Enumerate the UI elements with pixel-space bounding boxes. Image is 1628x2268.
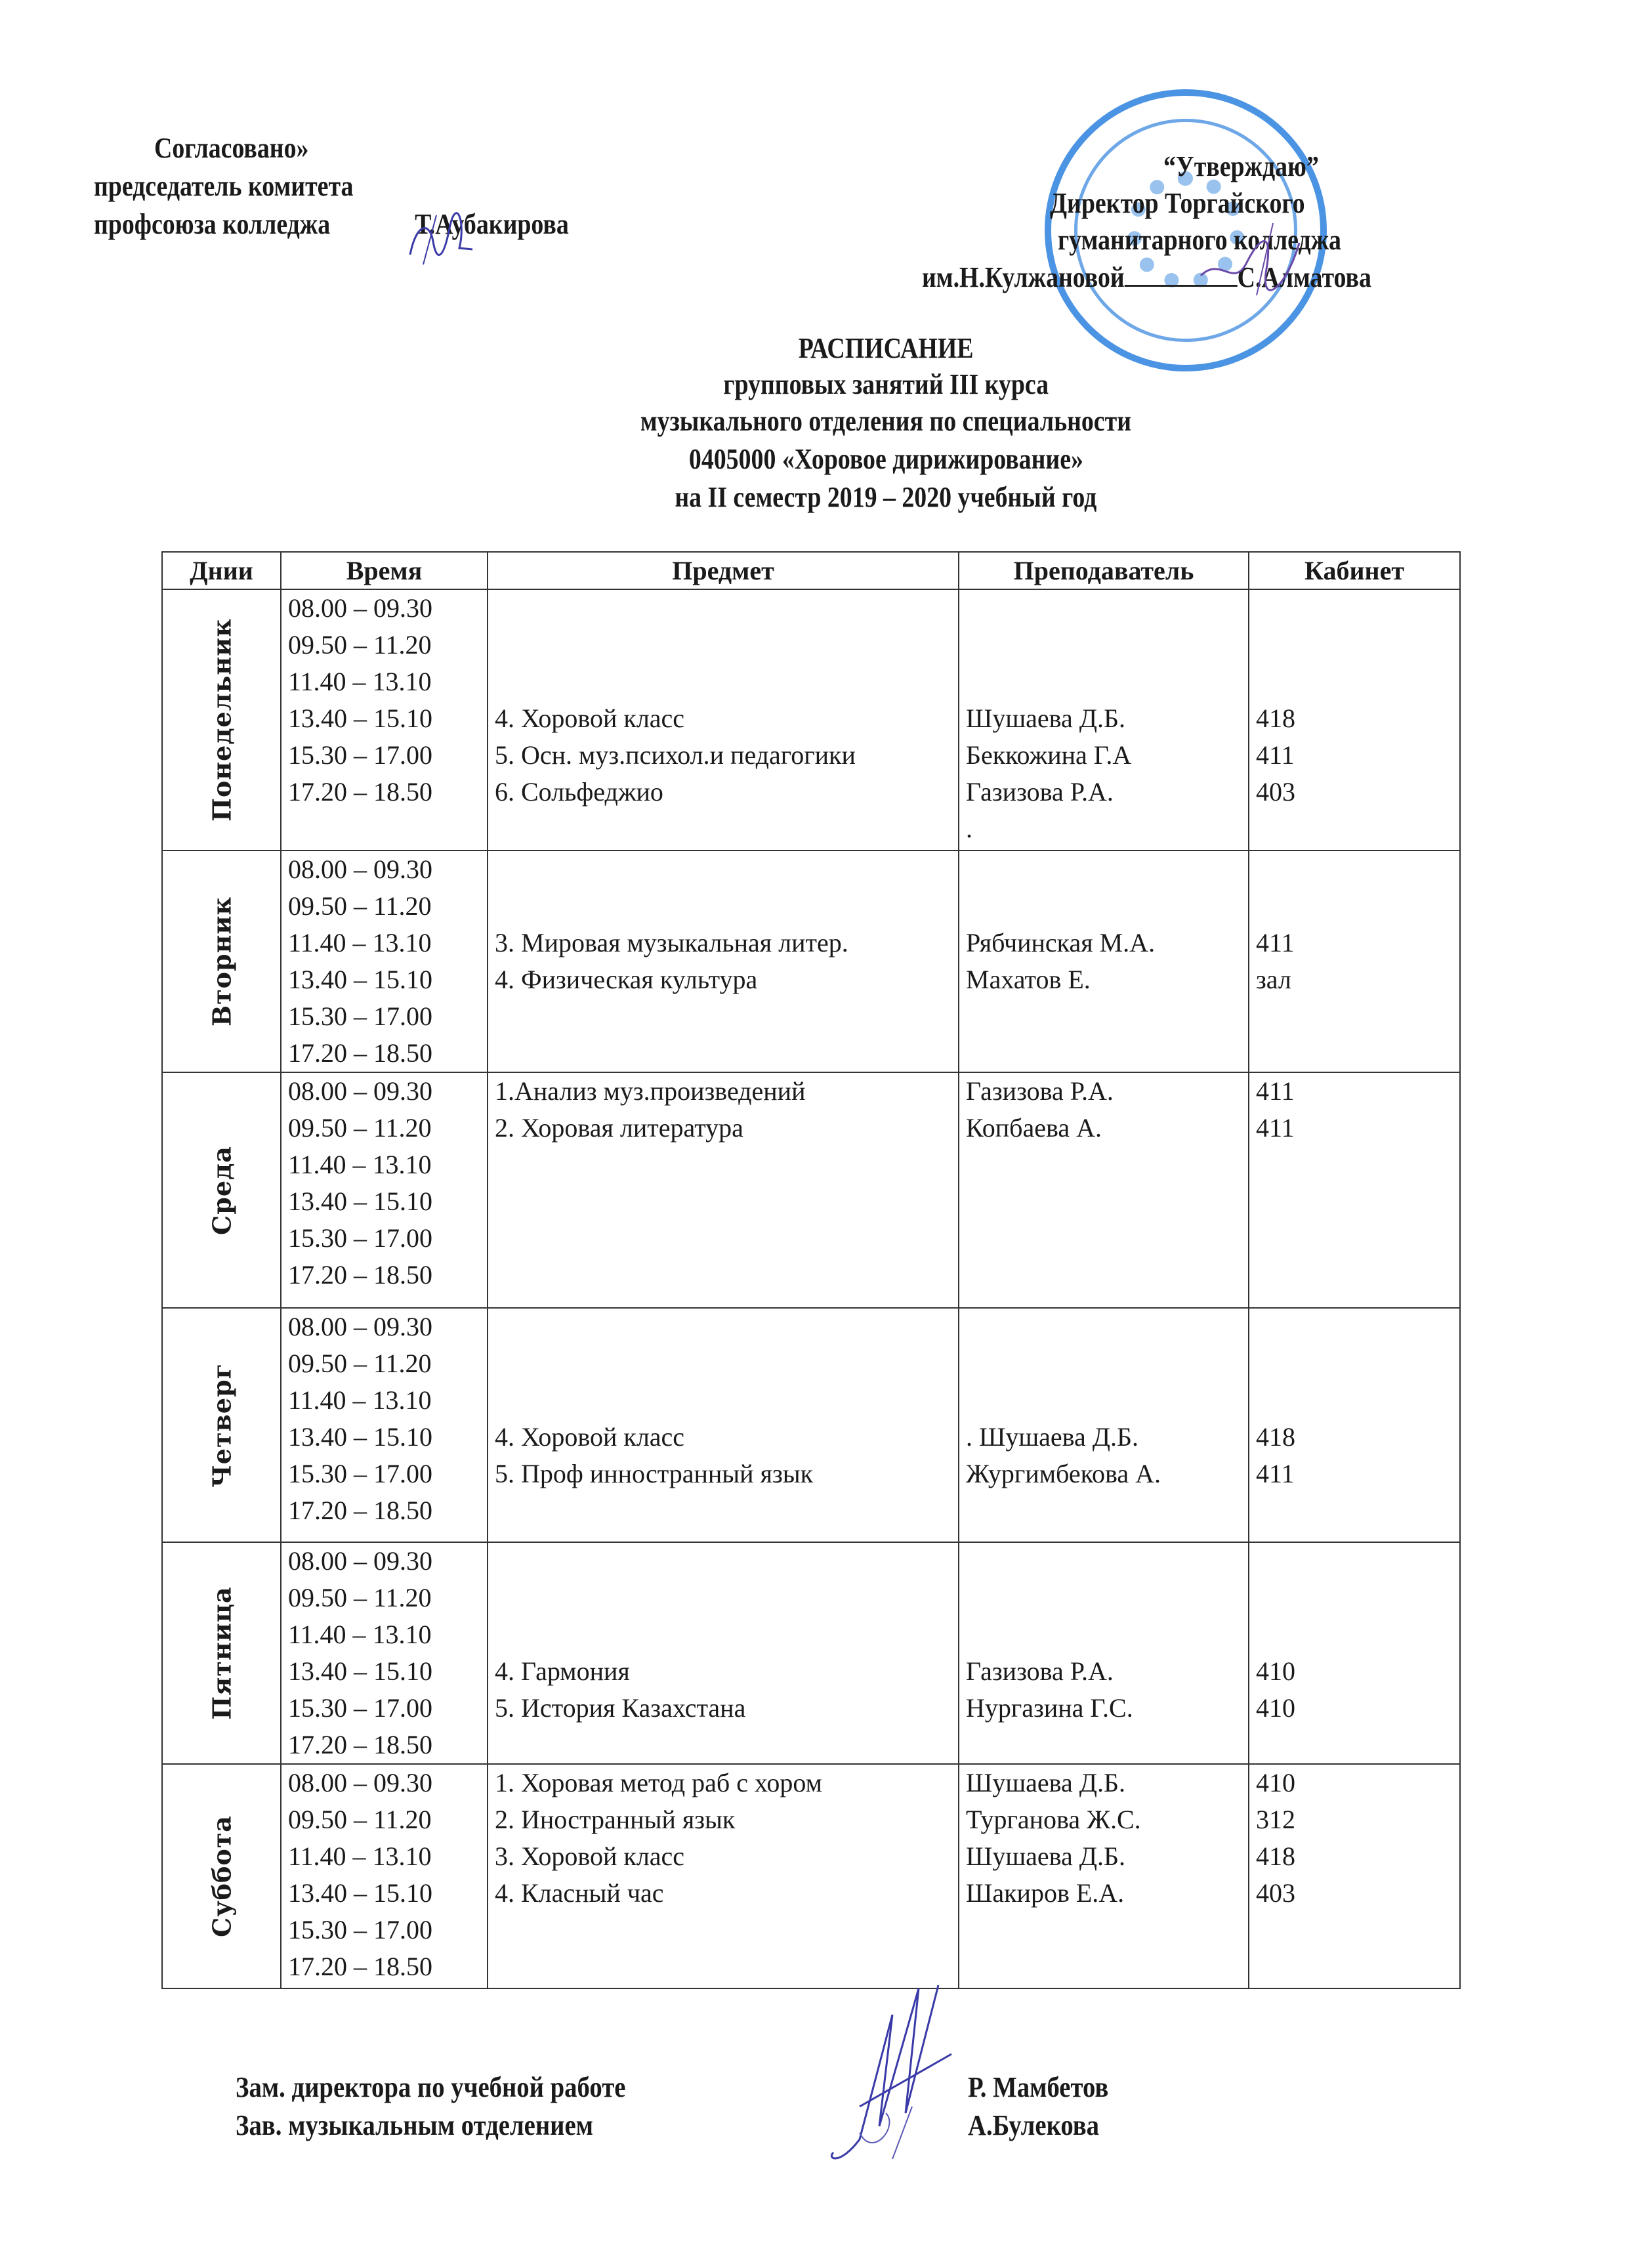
room-line: 312 [1256, 1805, 1295, 1834]
day-label: Среда [207, 1145, 236, 1235]
header-days: Днии [162, 552, 281, 589]
room-line: зал [1256, 965, 1291, 994]
subject-line: 4. Гармония [495, 1656, 630, 1686]
time-line: 17.20 – 18.50 [288, 1952, 432, 1981]
room-line: 410 [1256, 1656, 1295, 1686]
signature-mambetov-icon [820, 1975, 971, 2172]
time-line: 17.20 – 18.50 [288, 1260, 432, 1290]
subject-line: 1.Анализ муз.произведений [495, 1076, 806, 1106]
time-line: 09.50 – 11.20 [288, 1583, 432, 1612]
room-cell [1249, 850, 1460, 1072]
room-cell [1249, 1308, 1460, 1542]
day-label: Вторник [207, 896, 236, 1027]
table-row [162, 1764, 1460, 1988]
header-subject: Предмет [488, 552, 959, 589]
room-line [1256, 1309, 1459, 1345]
room-line [1256, 590, 1459, 627]
teacher-cell [959, 1308, 1249, 1542]
time-line: 11.40 – 13.10 [288, 1620, 432, 1649]
table-row [162, 1308, 1460, 1542]
day-cell [162, 1542, 281, 1764]
time-line: 13.40 – 15.10 [288, 704, 432, 733]
room-cell [1249, 1764, 1460, 1988]
time-line: 08.00 – 09.30 [288, 1546, 432, 1576]
room-line [1256, 1616, 1459, 1653]
subject-line [495, 1382, 958, 1419]
teacher-cell [959, 589, 1249, 850]
subject-line [495, 1580, 958, 1616]
room-line [1256, 663, 1459, 700]
room-cell [1249, 1542, 1460, 1764]
teacher-line: . [966, 814, 972, 843]
header-teacher: Преподаватель [959, 552, 1249, 589]
time-line: 13.40 – 15.10 [288, 1422, 432, 1452]
footer-name-deputy-director: Р. Мамбетов [968, 2071, 1109, 2103]
teacher-line [966, 590, 1248, 627]
room-line: 418 [1256, 1422, 1295, 1452]
title-line-1-text: РАСПИСАНИЕ [798, 332, 974, 364]
room-line: 403 [1256, 777, 1295, 807]
time-cell [281, 1542, 488, 1764]
teacher-line [966, 1345, 1248, 1382]
teacher-line [966, 1309, 1248, 1345]
time-line: 13.40 – 15.10 [288, 1656, 432, 1686]
time-line: 13.40 – 15.10 [288, 965, 432, 994]
teacher-line: Газизова Р.А. [966, 777, 1114, 807]
room-line: 410 [1256, 1768, 1295, 1797]
footer-name-head-music: А.Булекова [968, 2109, 1100, 2141]
subject-line [495, 1616, 958, 1653]
title-line-2-text: групповых занятий III курса [723, 368, 1049, 400]
table-header-row [162, 552, 1460, 589]
subject-line: 4. Хоровой класс [495, 704, 685, 733]
title-line-3 [0, 403, 1628, 440]
approval-agreed-label: Согласовано» [154, 132, 309, 164]
teacher-line: Рябчинская М.А. [966, 928, 1156, 957]
day-label: Пятница [207, 1586, 236, 1720]
time-cell [281, 1764, 488, 1988]
teacher-cell [959, 1764, 1249, 1988]
subject-cell [488, 1764, 959, 1988]
title-line-5-text: на II семестр 2019 – 2020 учебный год [675, 481, 1097, 513]
teacher-line: Шушаева Д.Б. [966, 1841, 1126, 1871]
subject-line [495, 1543, 958, 1580]
time-line: 15.30 – 17.00 [288, 1001, 432, 1031]
time-line: 13.40 – 15.10 [288, 1186, 432, 1216]
time-line: 09.50 – 11.20 [288, 891, 432, 921]
subject-line: 4. Хоровой класс [495, 1422, 685, 1452]
subject-line: 5. Проф инностранный язык [495, 1459, 814, 1488]
time-line: 11.40 – 13.10 [288, 1385, 432, 1415]
teacher-line: . Шушаева Д.Б. [966, 1422, 1139, 1452]
subject-line [495, 627, 958, 663]
approval-right-name: С.Алматова [1237, 261, 1371, 293]
header-time: Время [281, 552, 488, 589]
subject-line: 1. Хоровая метод раб с хором [495, 1768, 822, 1797]
room-line [1256, 1382, 1459, 1419]
time-line: 09.50 – 11.20 [288, 1349, 432, 1378]
time-line: 09.50 – 11.20 [288, 630, 432, 660]
day-cell [162, 1072, 281, 1308]
day-cell [162, 1764, 281, 1988]
subject-line [495, 1345, 958, 1382]
time-line: 17.20 – 18.50 [288, 777, 432, 807]
time-cell [281, 1072, 488, 1308]
room-line [1256, 1580, 1459, 1616]
teacher-line: Газизова Р.А. [966, 1076, 1114, 1106]
time-line: 13.40 – 15.10 [288, 1878, 432, 1908]
time-line: 08.00 – 09.30 [288, 1312, 432, 1341]
teacher-cell [959, 1072, 1249, 1308]
day-cell [162, 850, 281, 1072]
teacher-line [966, 663, 1248, 700]
subject-line [495, 810, 958, 847]
approval-named-after-prefix: им.Н.Кулжановой [922, 261, 1125, 293]
header-room: Кабинет [1249, 552, 1460, 589]
table-row [162, 850, 1460, 1072]
subject-cell [488, 1542, 959, 1764]
approval-college-label: гуманитарного колледжа [1058, 224, 1341, 256]
footer-role-head-music: Зав. музыкальным отделением [236, 2109, 594, 2141]
teacher-line [966, 1616, 1248, 1653]
room-line: 418 [1256, 1841, 1295, 1871]
subject-cell [488, 850, 959, 1072]
time-cell [281, 589, 488, 850]
time-line: 17.20 – 18.50 [288, 1038, 432, 1068]
teacher-line: Шушаева Д.Б. [966, 704, 1126, 733]
time-line: 11.40 – 13.10 [288, 1841, 432, 1871]
table-row [162, 589, 1460, 850]
subject-line: 4. Физическая культура [495, 965, 758, 994]
subject-line [495, 590, 958, 627]
room-line: 410 [1256, 1693, 1295, 1723]
teacher-line: Беккожина Г.А [966, 740, 1132, 770]
time-line: 08.00 – 09.30 [288, 854, 432, 884]
day-label: Суббота [207, 1815, 236, 1937]
time-line: 09.50 – 11.20 [288, 1805, 432, 1834]
subject-line: 5. Осн. муз.психол.и педагогики [495, 740, 856, 770]
subject-line: 5. История Казахстана [495, 1693, 746, 1723]
subject-cell [488, 589, 959, 850]
subject-line [495, 888, 958, 925]
teacher-line [966, 888, 1248, 925]
teacher-line [966, 1580, 1248, 1616]
room-line [1256, 851, 1459, 888]
subject-line [495, 851, 958, 888]
title-line-4-text: 0405000 «Хоровое дирижирование» [688, 443, 1083, 475]
room-cell [1249, 1072, 1460, 1308]
time-line: 15.30 – 17.00 [288, 1459, 432, 1488]
subject-line [495, 1309, 958, 1345]
teacher-line: Копбаева А. [966, 1113, 1102, 1143]
room-line: 418 [1256, 704, 1295, 733]
subject-line: 2. Иностранный язык [495, 1805, 736, 1834]
subject-line: 3. Мировая музыкальная литер. [495, 928, 848, 957]
room-line [1256, 1543, 1459, 1580]
teacher-line [966, 1543, 1248, 1580]
approval-left-name: Т.Аубакирова [415, 208, 569, 240]
approval-approve-label: “Утверждаю” [1163, 150, 1319, 182]
time-line: 15.30 – 17.00 [288, 1693, 432, 1723]
approval-chairman-label: председатель комитета [94, 170, 354, 202]
time-line: 09.50 – 11.20 [288, 1113, 432, 1143]
room-line: 411 [1256, 740, 1295, 770]
teacher-line [966, 1382, 1248, 1419]
title-line-5 [0, 479, 1628, 516]
time-line: 11.40 – 13.10 [288, 667, 432, 696]
title-line-2 [0, 366, 1628, 403]
approval-union-label [94, 207, 569, 242]
subject-line: 3. Хоровой класс [495, 1841, 685, 1871]
subject-cell [488, 1072, 959, 1308]
teacher-line: Жургимбекова А. [966, 1459, 1161, 1488]
teacher-line: Турганова Ж.С. [966, 1805, 1141, 1834]
room-cell [1249, 589, 1460, 850]
table-row [162, 1542, 1460, 1764]
time-line: 08.00 – 09.30 [288, 1768, 432, 1797]
teacher-line: Нургазина Г.С. [966, 1693, 1133, 1723]
room-line: 411 [1256, 1459, 1295, 1488]
teacher-line [966, 627, 1248, 663]
day-cell [162, 589, 281, 850]
room-line [1256, 1345, 1459, 1382]
room-line: 411 [1256, 1113, 1295, 1143]
signature-almatova-icon [1194, 217, 1306, 302]
teacher-line: Шакиров Е.А. [966, 1878, 1125, 1908]
time-line: 15.30 – 17.00 [288, 740, 432, 770]
room-line: 411 [1256, 928, 1295, 957]
footer-role-deputy-director: Зам. директора по учебной работе [236, 2071, 626, 2103]
time-cell [281, 1308, 488, 1542]
time-line: 17.20 – 18.50 [288, 1496, 432, 1525]
teacher-cell [959, 1542, 1249, 1764]
table-row [162, 1072, 1460, 1308]
room-line [1256, 627, 1459, 663]
approval-director-label: Директор Торгайского [1050, 187, 1305, 219]
subject-line [495, 663, 958, 700]
subject-line: 6. Сольфеджио [495, 777, 663, 807]
room-line [1256, 888, 1459, 925]
approval-union-prefix: профсоюза колледжа [94, 208, 331, 240]
time-line: 15.30 – 17.00 [288, 1223, 432, 1253]
subject-line: 4. Класный час [495, 1878, 664, 1908]
title-line-3-text: музыкального отделения по специальности [640, 405, 1132, 437]
day-label: Четверг [207, 1362, 236, 1488]
time-line: 11.40 – 13.10 [288, 1150, 432, 1179]
subject-cell [488, 1308, 959, 1542]
time-line: 11.40 – 13.10 [288, 928, 432, 957]
teacher-line: Махатов Е. [966, 965, 1091, 994]
time-line: 08.00 – 09.30 [288, 1076, 432, 1106]
teacher-line [966, 851, 1248, 888]
time-line: 15.30 – 17.00 [288, 1915, 432, 1944]
subject-line: 2. Хоровая литература [495, 1113, 743, 1143]
title-line-4 [0, 441, 1628, 478]
time-line: 08.00 – 09.30 [288, 593, 432, 623]
teacher-line: Шушаева Д.Б. [966, 1768, 1126, 1797]
day-cell [162, 1308, 281, 1542]
time-cell [281, 850, 488, 1072]
teacher-line: Газизова Р.А. [966, 1656, 1114, 1686]
day-label: Понедельник [207, 618, 236, 822]
title-line-1 [0, 330, 1628, 367]
room-line: 403 [1256, 1878, 1295, 1908]
time-line: 17.20 – 18.50 [288, 1730, 432, 1759]
signature-aubakirova-icon [404, 209, 476, 268]
room-line: 411 [1256, 1076, 1295, 1106]
schedule-table [161, 551, 1461, 1989]
teacher-cell [959, 850, 1249, 1072]
